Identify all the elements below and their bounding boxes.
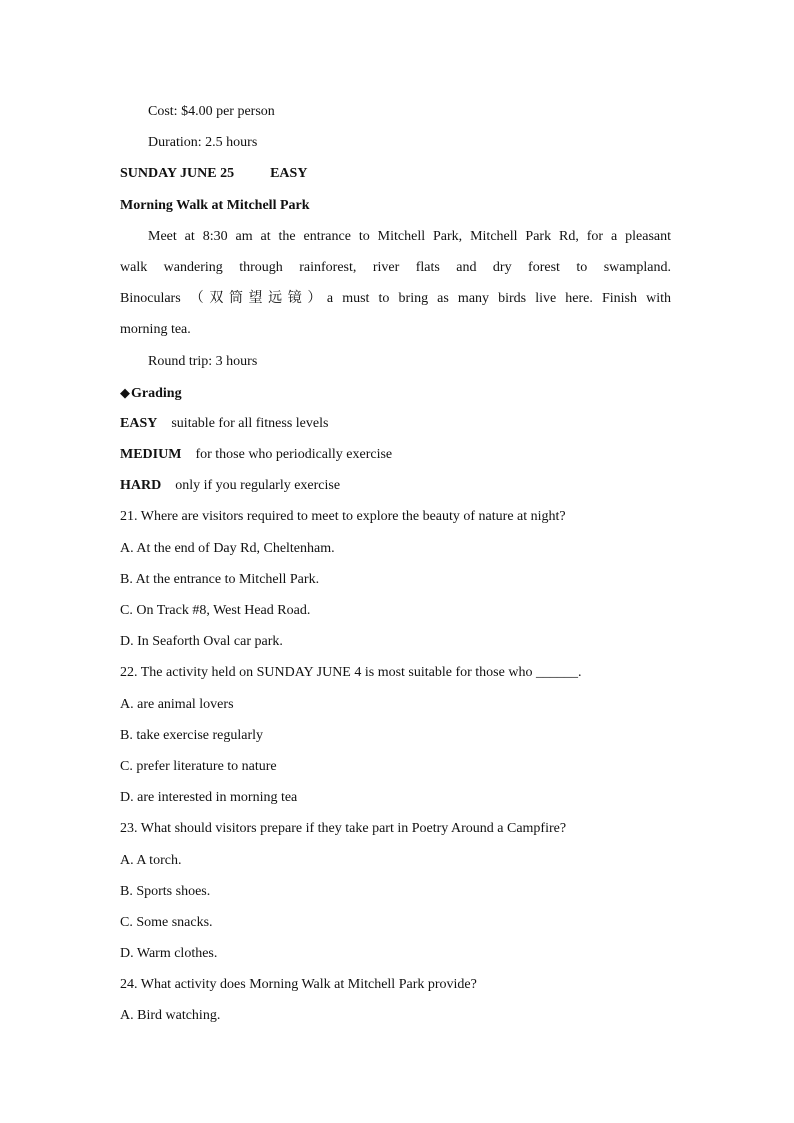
event-description-line-3: Binoculars （双筒望远镜）a must to bring as many birds live here. Finish with [120, 291, 671, 307]
question-24-stem: 24. What activity does Morning Walk at Mitchell Park provide? [120, 977, 477, 993]
grading-title: Grading [131, 385, 182, 401]
grading-desc: for those who periodically exercise [195, 447, 393, 463]
event-heading [120, 162, 671, 193]
grading-desc: only if you regularly exercise [175, 478, 341, 494]
diamond-bullet-icon: ◆ [120, 384, 130, 400]
question-24-option-a: A. Bird watching. [120, 1008, 221, 1024]
question-23-option-a: A. A torch. [120, 852, 182, 868]
question-21-option-d: D. In Seaforth Oval car park. [120, 634, 283, 650]
grading-item-medium [120, 443, 671, 474]
question-23-stem: 23. What should visitors prepare if they take part in Poetry Around a Campfire? [120, 821, 567, 837]
grading-heading [120, 381, 671, 412]
grading-item-hard [120, 474, 671, 505]
event-description-line-2: walk wandering through rainforest, river flats and dry forest to swampland. [120, 259, 671, 275]
event-title: Morning Walk at Mitchell Park [120, 197, 310, 213]
document-page [120, 100, 671, 1036]
question-22-option-b: B. take exercise regularly [120, 727, 264, 743]
question-21-stem: 21. Where are visitors required to meet to explore the beauty of nature at night? [120, 509, 566, 525]
question-22-option-a: A. are animal lovers [120, 696, 234, 712]
question-23-option-c: C. Some snacks. [120, 914, 213, 930]
cost-line: Cost: $4.00 per person [148, 104, 275, 119]
grading-desc: suitable for all fitness levels [171, 415, 329, 431]
question-22-stem: 22. The activity held on SUNDAY JUNE 4 is most suitable for those who ______. [120, 665, 582, 681]
round-trip-line: Round trip: 3 hours [148, 353, 258, 369]
event-level: EASY [270, 166, 308, 182]
event-date: SUNDAY JUNE 25 [120, 166, 235, 182]
question-22-option-d: D. are interested in morning tea [120, 790, 298, 806]
event-description-line-1: Meet at 8:30 am at the entrance to Mitchell Park, Mitchell Park Rd, for a pleasant [148, 228, 671, 244]
grading-item-easy [120, 412, 671, 443]
question-23-option-d: D. Warm clothes. [120, 946, 218, 962]
grading-term: EASY [120, 415, 158, 431]
question-22-option-c: C. prefer literature to nature [120, 758, 277, 774]
duration-line: Duration: 2.5 hours [148, 135, 258, 151]
question-21-option-b: B. At the entrance to Mitchell Park. [120, 571, 320, 587]
question-21-option-c: C. On Track #8, West Head Road. [120, 603, 311, 618]
grading-term: MEDIUM [120, 447, 182, 463]
question-23-option-b: B. Sports shoes. [120, 883, 211, 899]
grading-term: HARD [120, 478, 162, 494]
question-21-option-a: A. At the end of Day Rd, Cheltenham. [120, 540, 335, 556]
event-description-line-4: morning tea. [120, 322, 191, 338]
